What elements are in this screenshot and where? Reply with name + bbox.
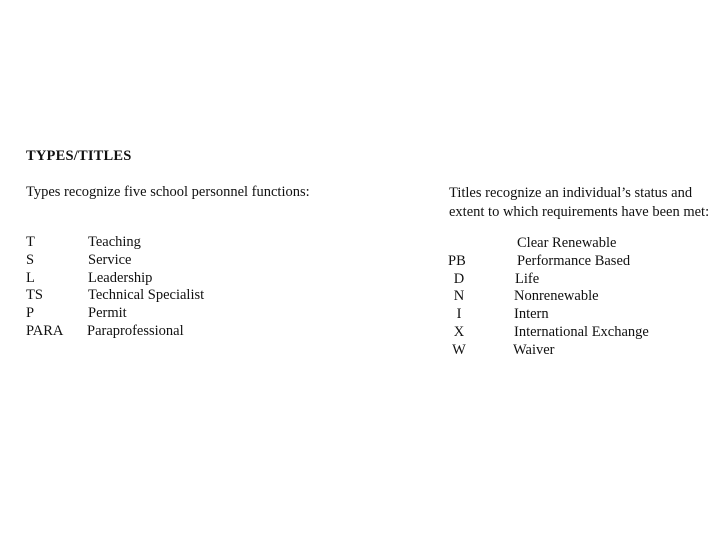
list-item (26, 287, 286, 305)
types-intro: Types recognize five school personnel functions: (26, 184, 310, 200)
list-item (26, 270, 286, 288)
list-item (449, 253, 714, 271)
titles-intro-line: Titles recognize an individual’s status and (449, 185, 693, 201)
list-item (26, 234, 286, 252)
section-heading: TYPES/TITLES (26, 148, 132, 164)
title-label: Performance Based (517, 252, 631, 269)
title-code: W (452, 341, 466, 358)
list-item (26, 252, 286, 270)
list-item (449, 271, 714, 289)
title-label: Intern (514, 306, 549, 323)
type-label: Technical Specialist (88, 287, 205, 304)
titles-intro-line: extent to which requirements have been met: (449, 204, 710, 220)
type-label: Permit (88, 305, 127, 322)
list-item (449, 288, 714, 306)
titles-intro (449, 184, 709, 222)
type-code: P (26, 305, 35, 322)
type-code: T (26, 234, 35, 250)
type-label: Service (88, 251, 132, 268)
list-item (449, 306, 714, 324)
title-code: PB (448, 252, 466, 269)
title-code: D (453, 270, 465, 287)
list-item (449, 342, 714, 360)
types-list (26, 234, 286, 341)
type-code: S (26, 251, 35, 268)
title-label: Nonrenewable (514, 288, 599, 305)
title-code: X (453, 323, 465, 340)
type-label: Leadership (88, 269, 153, 286)
list-item (449, 324, 714, 342)
type-code: TS (26, 287, 43, 304)
list-item (449, 235, 714, 253)
type-code: L (26, 269, 35, 286)
title-code: N (453, 288, 465, 305)
type-label: Teaching (88, 234, 141, 250)
title-label: Clear Renewable (517, 235, 617, 251)
type-code: PARA (26, 322, 64, 339)
title-label: Waiver (513, 341, 555, 358)
titles-list (449, 235, 714, 360)
type-label: Paraprofessional (87, 322, 184, 339)
title-label: International Exchange (514, 323, 649, 340)
title-label: Life (515, 270, 540, 287)
list-item (26, 305, 286, 323)
list-item (26, 323, 286, 341)
title-code: I (456, 306, 462, 323)
